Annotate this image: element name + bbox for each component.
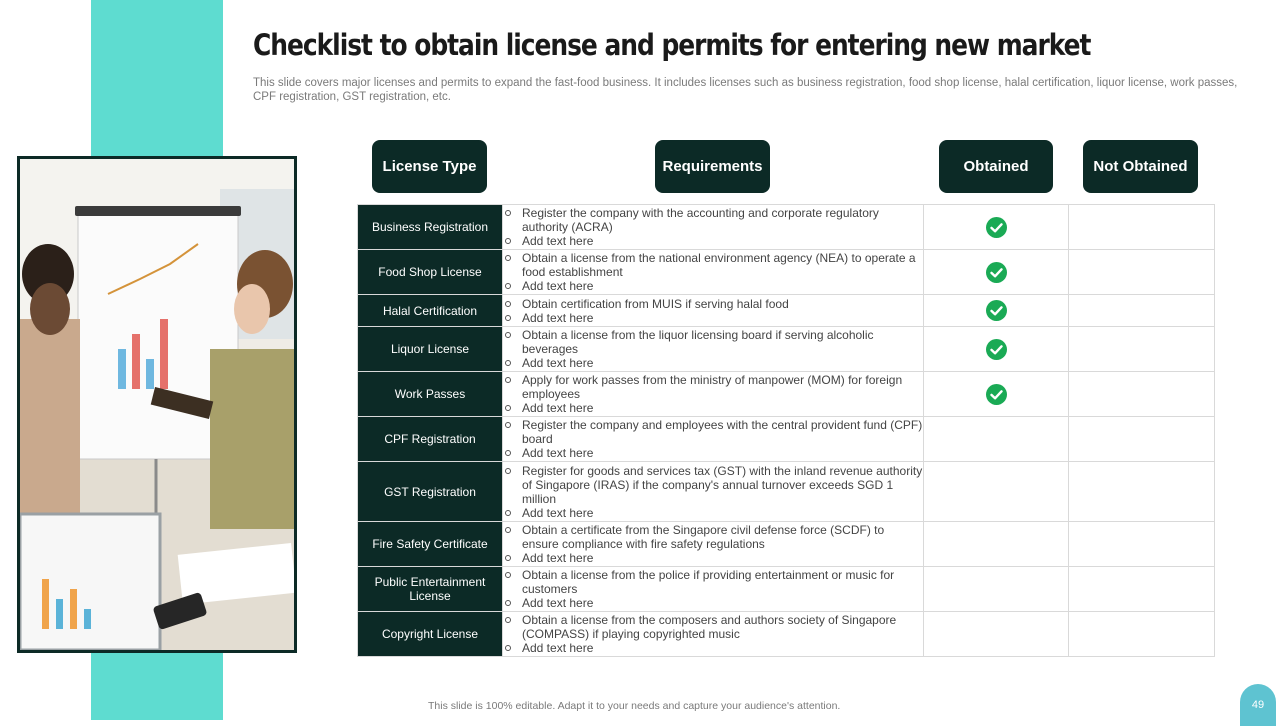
requirements-cell [503,417,924,462]
license-type-cell: Work Passes [358,372,503,417]
header-not-obtained: Not Obtained [1083,140,1198,193]
requirements-list [503,613,923,655]
requirement-item: Apply for work passes from the ministry of manpower (MOM) for foreign employees [503,373,923,401]
requirements-list [503,206,923,248]
requirement-item: Add text here [503,401,923,415]
slide-title: Checklist to obtain license and permits for entering new market [253,28,1091,62]
table-row [358,417,1215,462]
obtained-cell [924,417,1069,462]
not-obtained-cell [1069,205,1215,250]
requirements-cell [503,372,924,417]
requirements-list [503,251,923,293]
requirements-list [503,418,923,460]
requirement-item: Obtain a certificate from the Singapore civil defense force (SCDF) to ensure compliance with fire safety regulations [503,523,923,551]
page-number-badge: 49 [1240,684,1276,726]
requirement-item: Register the company and employees with the central provident fund (CPF) board [503,418,923,446]
license-type-cell: GST Registration [358,462,503,522]
obtained-cell [924,295,1069,327]
requirement-item: Add text here [503,279,923,293]
check-circle-icon [986,300,1007,321]
requirement-item: Add text here [503,446,923,460]
not-obtained-cell [1069,417,1215,462]
obtained-cell [924,372,1069,417]
not-obtained-cell [1069,372,1215,417]
license-type-cell: Public Entertainment License [358,567,503,612]
license-type-cell: Halal Certification [358,295,503,327]
requirement-item: Add text here [503,596,923,610]
table-row [358,250,1215,295]
obtained-cell [924,327,1069,372]
obtained-cell [924,462,1069,522]
requirement-item: Obtain certification from MUIS if serving halal food [503,297,923,311]
requirements-cell [503,327,924,372]
footer-note: This slide is 100% editable. Adapt it to your needs and capture your audience's attention. [428,700,841,712]
header-requirements: Requirements [655,140,770,193]
requirement-item: Add text here [503,356,923,370]
table-row [358,612,1215,657]
not-obtained-cell [1069,567,1215,612]
not-obtained-cell [1069,295,1215,327]
check-circle-icon [986,339,1007,360]
not-obtained-cell [1069,250,1215,295]
requirements-list [503,464,923,520]
requirements-cell [503,462,924,522]
table-row [358,295,1215,327]
requirements-list [503,373,923,415]
table-row [358,567,1215,612]
requirements-list [503,568,923,610]
license-type-cell: Business Registration [358,205,503,250]
requirements-list [503,328,923,370]
requirement-item: Add text here [503,506,923,520]
license-type-cell: Copyright License [358,612,503,657]
license-type-cell: Fire Safety Certificate [358,522,503,567]
table-row [358,522,1215,567]
obtained-cell [924,612,1069,657]
obtained-cell [924,522,1069,567]
requirements-cell [503,295,924,327]
check-circle-icon [986,384,1007,405]
license-type-cell: Liquor License [358,327,503,372]
license-checklist-table [357,204,1215,657]
license-type-cell: Food Shop License [358,250,503,295]
requirement-item: Obtain a license from the composers and authors society of Singapore (COMPASS) if playing copyrighted music [503,613,923,641]
table-row [358,205,1215,250]
requirements-list [503,523,923,565]
not-obtained-cell [1069,612,1215,657]
not-obtained-cell [1069,462,1215,522]
slide-subtitle: This slide covers major licenses and permits to expand the fast-food business. It includes licenses such as business registration, food shop license, halal certification, liquor license, work passes, CPF registration, GST registration, etc. [253,77,1238,103]
obtained-cell [924,205,1069,250]
requirement-item: Register the company with the accounting and corporate regulatory authority (ACRA) [503,206,923,234]
table-row [358,327,1215,372]
header-license-type: License Type [372,140,487,193]
check-circle-icon [986,262,1007,283]
requirement-item: Register for goods and services tax (GST) with the inland revenue authority of Singapore (IRAS) if the company's annual turnover exceeds SGD 1 million [503,464,923,506]
check-circle-icon [986,217,1007,238]
requirement-item: Add text here [503,234,923,248]
requirement-item: Add text here [503,311,923,325]
requirements-cell [503,612,924,657]
requirements-cell [503,522,924,567]
requirements-cell [503,567,924,612]
not-obtained-cell [1069,522,1215,567]
table-row [358,372,1215,417]
requirements-cell [503,205,924,250]
requirement-item: Obtain a license from the liquor licensing board if serving alcoholic beverages [503,328,923,356]
not-obtained-cell [1069,327,1215,372]
requirement-item: Add text here [503,641,923,655]
table-row [358,462,1215,522]
header-obtained: Obtained [939,140,1053,193]
requirements-cell [503,250,924,295]
license-type-cell: CPF Registration [358,417,503,462]
obtained-cell [924,567,1069,612]
obtained-cell [924,250,1069,295]
requirements-list [503,297,923,325]
business-meeting-photo [17,156,297,653]
requirement-item: Add text here [503,551,923,565]
requirement-item: Obtain a license from the national environment agency (NEA) to operate a food establishment [503,251,923,279]
requirement-item: Obtain a license from the police if providing entertainment or music for customers [503,568,923,596]
